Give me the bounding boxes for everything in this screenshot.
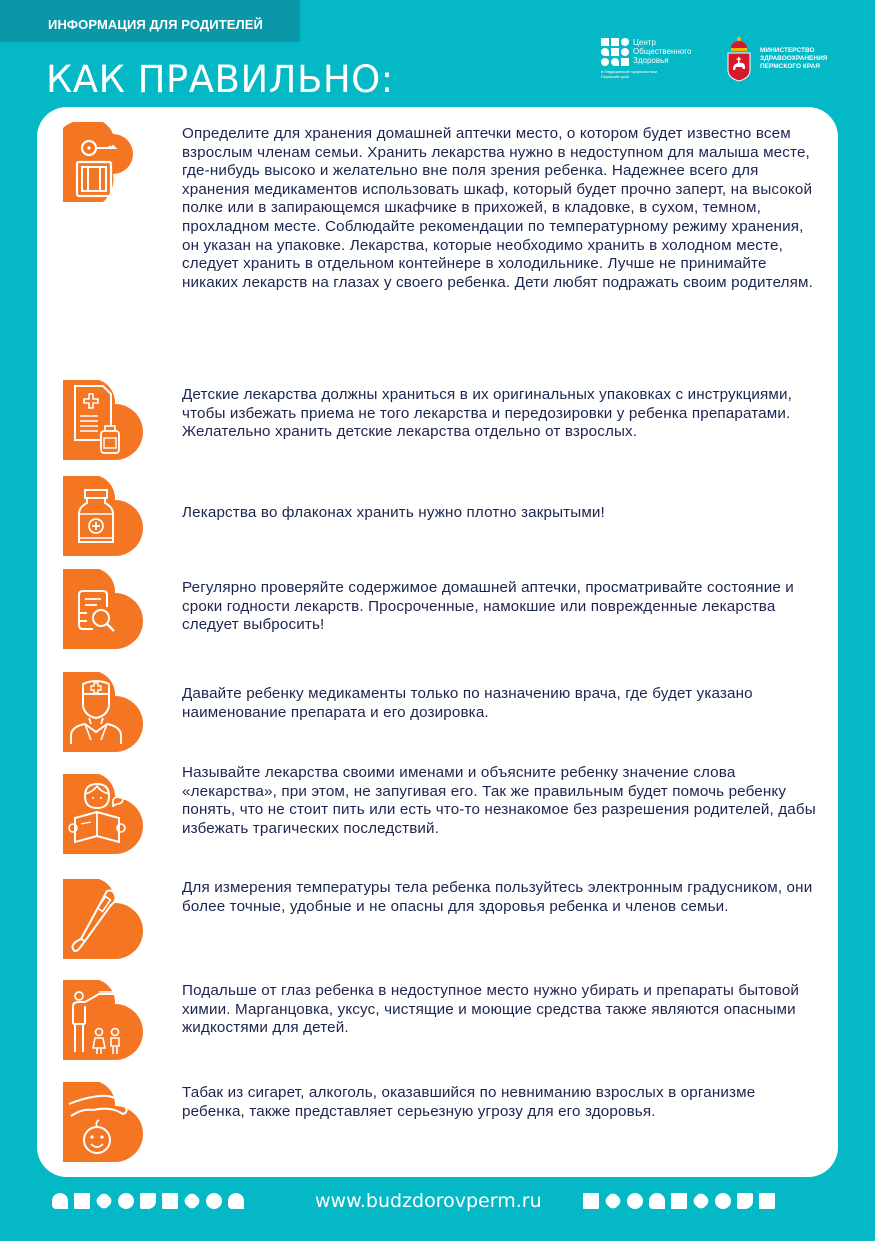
top-banner: [0, 0, 300, 42]
key-cabinet-icon: [63, 122, 143, 202]
cph-logo-mark-icon: [601, 38, 629, 66]
thermometer-icon: [63, 879, 143, 959]
decorative-shapes-right-icon: [583, 1193, 775, 1209]
item-text: Для измерения температуры тела ребенка пользуйтесь электронным градусником, они более точные, удобные и не опасны для здоровья ребенка и членов семьи.: [182, 879, 813, 915]
content-card: [37, 107, 838, 1177]
item-text: Детские лекарства должны храниться в их оригинальных упаковках с инструкциями, чтобы избежать приема не того лекарства и передозировки у ребенка препаратами. Желательно хранить детские лекарства отдельно от взрослых.: [182, 386, 793, 441]
website-link[interactable]: www.budzdorovperm.ru: [315, 1190, 542, 1212]
item-text: Называйте лекарства своими именами и объясните ребенку значение слова «лекарства», при этом, не запугивая его. Так же правильным будет помочь ребенку понять, что не стоит пить или есть что-то незнакомое без разрешения родителей, дабы избежать трагических последствий.: [182, 764, 816, 837]
item-text: Табак из сигарет, алкоголь, оказавшийся по невниманию взрослых в организме ребенка, также представляет серьезную угрозу для его здоровья.: [182, 1084, 756, 1120]
perm-coat-of-arms-icon: [726, 36, 752, 82]
ministry-line1: МИНИСТЕРСТВО: [760, 47, 815, 54]
item-text: Регулярно проверяйте содержимое домашней аптечки, просматривайте состояние и сроки годности лекарств. Просроченные, намокшие или поврежденные лекарства следует выбросить!: [182, 579, 794, 634]
item-text: Лекарства во флаконах хранить нужно плотно закрытыми!: [182, 504, 605, 521]
adult-shelf-children-icon: [63, 980, 143, 1060]
prescription-bottle-icon: [63, 380, 143, 460]
item-text: Подальше от глаз ребенка в недоступное место нужно убирать и препараты бытовой химии. Марганцовка, уксус, чистящие и моющие средства также являются опасными жидкостями для детей.: [182, 982, 800, 1037]
document-search-icon: [63, 569, 143, 649]
cph-subtitle: и Медицинской профилактики Пермский край: [601, 69, 658, 79]
hand-protecting-baby-icon: [63, 1082, 143, 1162]
decorative-shapes-left-icon: [52, 1193, 244, 1209]
item-text: Определите для хранения домашней аптечки место, о котором будет известно всем взрослым членам семьи. Хранить лекарства нужно в недоступном для малыша месте, где-нибудь высоко и желательно вне поля зрения ребенка. Надежнее всего для хранения медикаментов использовать шкаф, который будет прочно заперт, на высокой полке или в запирающемся шкафчике в прихожей, в кладовке, в сухом, темном, прохладном месте. Соблюдайте рекомендации по температурному режиму хранения, он указан на упаковке. Лекарства, которые необходимо хранить в холодном месте, следует хранить в отдельном контейнере в холодильнике. Лучше не принимайте никаких лекарств на глазах у своего ребенка. Дети любят подражать своим родителям.: [182, 125, 814, 291]
page-title: КАК ПРАВИЛЬНО:: [46, 58, 394, 101]
cph-line1: Центр: [633, 38, 656, 47]
ministry-line2: ЗДРАВООХРАНЕНИЯ: [760, 55, 828, 62]
public-health-center-logo: [601, 38, 692, 66]
cph-line3: Здоровья: [633, 56, 669, 65]
cph-line2: Общественного: [633, 47, 692, 56]
banner-label: ИНФОРМАЦИЯ ДЛЯ РОДИТЕЛЕЙ: [48, 17, 263, 32]
ministry-logo: [726, 36, 827, 82]
footer: [0, 1190, 875, 1220]
medicine-vial-icon: [63, 476, 143, 556]
ministry-line3: ПЕРМСКОГО КРАЯ: [760, 63, 820, 70]
child-reading-icon: [63, 774, 143, 854]
item-text: Давайте ребенку медикаменты только по назначению врача, где будет указано наименование препарата и его дозировка.: [182, 685, 753, 721]
doctor-icon: [63, 672, 143, 752]
